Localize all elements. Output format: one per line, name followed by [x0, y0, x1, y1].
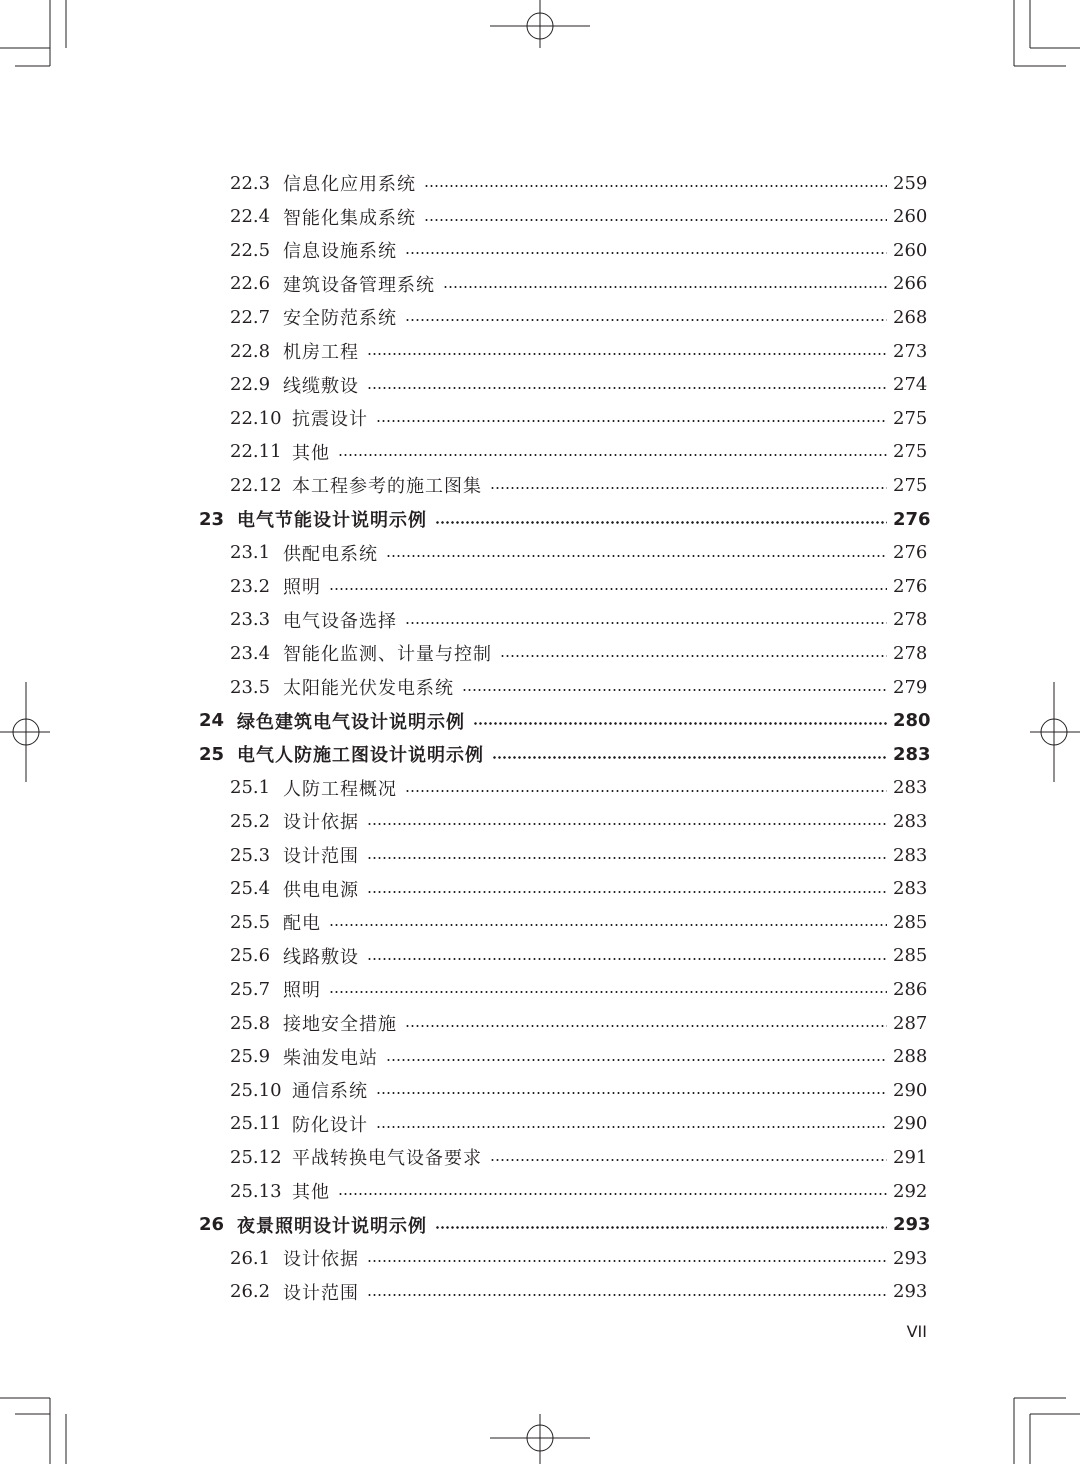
toc-entry-title: 人防工程概况	[283, 778, 397, 800]
toc-entry-page: 278	[893, 609, 928, 631]
dot-leader	[329, 588, 887, 590]
toc-entry[interactable]	[230, 1006, 927, 1040]
toc-entry-number: 25.6	[230, 945, 271, 967]
toc-entry-number: 23.1	[230, 542, 271, 564]
toc-entry-number: 22.8	[230, 340, 271, 362]
toc-entry[interactable]	[230, 972, 927, 1006]
toc-entry-title: 线缆敷设	[283, 375, 359, 397]
toc-entry-number: 22.4	[230, 206, 271, 228]
toc-entry-title: 供配电系统	[283, 543, 378, 565]
toc-entry-number: 26.1	[230, 1247, 271, 1269]
toc-entry-title: 设计依据	[283, 1249, 359, 1271]
toc-entry-page: 279	[893, 676, 928, 698]
toc-entry-number: 25.5	[230, 911, 271, 933]
dot-leader	[376, 1126, 887, 1128]
toc-entry-page: 293	[893, 1214, 931, 1236]
toc-chapter-entry[interactable]	[199, 704, 931, 738]
toc-entry-page: 268	[893, 306, 928, 328]
toc-entry[interactable]	[230, 233, 927, 267]
toc-entry-title: 设计范围	[283, 846, 359, 867]
toc-entry[interactable]	[230, 267, 927, 301]
toc-entry-title: 柴油发电站	[283, 1047, 378, 1069]
dot-leader	[492, 756, 887, 759]
toc-chapter-entry[interactable]	[199, 737, 931, 771]
dot-leader	[473, 722, 887, 725]
toc-entry-title: 设计范围	[283, 1282, 359, 1304]
toc-entry-title: 机房工程	[283, 342, 359, 363]
toc-entry-page: 291	[893, 1146, 928, 1168]
toc-entry-number: 22.6	[230, 273, 271, 295]
toc-entry-page: 283	[893, 743, 931, 765]
toc-entry-title: 电气设备选择	[283, 610, 397, 632]
toc-entry-page: 290	[893, 1113, 928, 1135]
toc-entry-title: 照明	[283, 980, 321, 1002]
toc-entry-title: 安全防范系统	[283, 308, 397, 330]
toc-entry-number: 25	[199, 743, 225, 765]
toc-entry[interactable]	[230, 368, 927, 402]
toc-entry-number: 22.9	[230, 374, 271, 396]
dot-leader	[424, 219, 887, 221]
toc-entry[interactable]	[230, 569, 927, 603]
toc-entry[interactable]	[230, 872, 927, 906]
toc-entry-page: 275	[893, 441, 928, 463]
dot-leader	[386, 1059, 887, 1061]
toc-chapter-entry[interactable]	[199, 502, 931, 536]
toc-entry-number: 25.10	[230, 1079, 282, 1101]
toc-entry[interactable]	[230, 468, 927, 502]
toc-entry-page: 283	[893, 844, 928, 866]
page-folio: VII	[906, 1322, 927, 1341]
dot-leader	[443, 286, 887, 288]
dot-leader	[367, 857, 887, 859]
toc-entry[interactable]	[230, 334, 927, 368]
toc-entry-page: 286	[893, 978, 928, 1000]
toc-entry[interactable]	[230, 771, 927, 805]
toc-entry-title: 防化设计	[292, 1114, 368, 1136]
dot-leader	[367, 891, 887, 893]
toc-entry-number: 23.2	[230, 575, 271, 597]
toc-entry[interactable]	[230, 636, 927, 670]
toc-entry-number: 22.11	[230, 441, 282, 463]
toc-entry-title: 供电电源	[283, 879, 359, 901]
toc-entry-title: 其他	[292, 442, 330, 464]
toc-entry[interactable]	[230, 1040, 927, 1074]
toc-entry-title: 设计依据	[283, 812, 359, 834]
toc-entry[interactable]	[230, 838, 927, 872]
toc-entry-number: 25.9	[230, 1046, 271, 1068]
toc-entry-number: 23	[199, 508, 225, 530]
toc-chapter-entry[interactable]	[199, 1208, 931, 1242]
dot-leader	[405, 790, 887, 792]
toc-entry-title: 平战转换电气设备要求	[292, 1148, 482, 1170]
toc-entry-title: 智能化集成系统	[283, 207, 416, 229]
toc-entry-number: 25.8	[230, 1012, 271, 1034]
toc-entry-title: 配电	[283, 913, 321, 935]
toc-entry-page: 274	[893, 374, 928, 396]
dot-leader	[405, 252, 887, 254]
toc-entry[interactable]	[230, 670, 927, 704]
toc-entry-number: 25.2	[230, 810, 271, 832]
toc-entry[interactable]	[230, 1241, 927, 1275]
toc-entry-page: 276	[893, 542, 928, 564]
toc-entry-page: 276	[893, 575, 928, 597]
dot-leader	[376, 1092, 887, 1094]
toc-entry-page: 293	[893, 1247, 928, 1269]
dot-leader	[367, 958, 887, 960]
toc-entry-number: 23.4	[230, 642, 271, 664]
toc-entry-title: 信息设施系统	[283, 241, 397, 263]
dot-leader	[338, 454, 887, 456]
toc-entry-number: 23.3	[230, 609, 271, 631]
toc-entry-number: 25.1	[230, 777, 271, 799]
toc-entry[interactable]	[230, 300, 927, 334]
toc-entry-page: 292	[893, 1180, 928, 1202]
toc-entry-page: 275	[893, 407, 928, 429]
dot-leader	[367, 353, 887, 355]
toc-entry-page: 276	[893, 508, 931, 530]
toc-entry-page: 288	[893, 1046, 928, 1068]
dot-leader	[367, 823, 887, 825]
toc-entry-number: 22.5	[230, 239, 271, 261]
dot-leader	[405, 622, 887, 624]
toc-entry-title: 线路敷设	[283, 946, 359, 968]
toc-entry-number: 22.10	[230, 407, 282, 429]
dot-leader	[435, 521, 887, 524]
toc-entry[interactable]	[230, 1174, 927, 1208]
toc-entry-number: 22.3	[230, 172, 271, 194]
toc-entry-page: 285	[893, 945, 928, 967]
toc-entry-title: 其他	[292, 1182, 330, 1203]
dot-leader	[329, 924, 887, 926]
toc-entry-number: 25.3	[230, 844, 271, 866]
toc-entry[interactable]	[230, 1073, 927, 1107]
toc-entry-page: 280	[893, 710, 931, 732]
toc-entry-number: 26	[199, 1214, 225, 1236]
dot-leader	[367, 1294, 887, 1296]
toc-entry-page: 275	[893, 474, 928, 496]
toc-entry-title: 电气人防施工图设计说明示例	[237, 745, 484, 767]
toc-entry-number: 24	[199, 710, 225, 732]
toc-entry-page: 266	[893, 273, 928, 295]
dot-leader	[376, 420, 887, 422]
toc-entry-title: 照明	[283, 577, 321, 599]
dot-leader	[405, 319, 887, 321]
toc-entry-page: 259	[893, 172, 928, 194]
toc-entry-number: 22.7	[230, 306, 271, 328]
dot-leader	[386, 555, 887, 557]
toc-entry-page: 278	[893, 642, 928, 664]
toc-entry[interactable]	[230, 1140, 927, 1174]
dot-leader	[490, 1159, 887, 1161]
toc-entry-page: 293	[893, 1281, 928, 1303]
toc-entry-title: 电气节能设计说明示例	[237, 510, 427, 531]
toc-entry[interactable]	[230, 1107, 927, 1141]
toc-entry[interactable]	[230, 603, 927, 637]
toc-entry-number: 25.12	[230, 1146, 282, 1168]
toc-entry[interactable]	[230, 200, 927, 234]
toc-entry-title: 绿色建筑电气设计说明示例	[237, 711, 465, 733]
toc-entry-number: 25.4	[230, 878, 271, 900]
dot-leader	[338, 1193, 887, 1195]
toc-entry-page: 260	[893, 239, 928, 261]
toc-entry[interactable]	[230, 905, 927, 939]
dot-leader	[424, 185, 887, 187]
toc-entry-title: 建筑设备管理系统	[283, 274, 435, 296]
toc-entry-title: 通信系统	[292, 1081, 368, 1103]
dot-leader	[329, 991, 887, 993]
toc-entry[interactable]	[230, 536, 927, 570]
toc-entry-page: 287	[893, 1012, 928, 1034]
toc-entry-title: 夜景照明设计说明示例	[237, 1215, 427, 1237]
toc-entry-page: 285	[893, 911, 928, 933]
toc-entry-number: 23.5	[230, 676, 271, 698]
toc-entry-title: 接地安全措施	[283, 1014, 397, 1035]
dot-leader	[367, 1260, 887, 1262]
toc-entry-title: 信息化应用系统	[283, 174, 416, 195]
toc-entry-page: 283	[893, 878, 928, 900]
toc-entry-number: 25.11	[230, 1113, 282, 1135]
toc-entry-number: 26.2	[230, 1281, 271, 1303]
toc-entry-number: 25.13	[230, 1180, 282, 1202]
toc-entry-title: 太阳能光伏发电系统	[283, 678, 454, 699]
toc-entry-page: 260	[893, 206, 928, 228]
toc-entry-title: 智能化监测、计量与控制	[283, 644, 492, 666]
dot-leader	[462, 689, 887, 691]
toc-entry[interactable]	[230, 166, 927, 200]
toc-entry[interactable]	[230, 804, 927, 838]
dot-leader	[435, 1226, 887, 1229]
toc-entry[interactable]	[230, 435, 927, 469]
dot-leader	[367, 387, 887, 389]
dot-leader	[405, 1025, 887, 1027]
dot-leader	[490, 487, 887, 489]
toc-entry-page: 283	[893, 810, 928, 832]
toc-entry-number: 25.7	[230, 978, 271, 1000]
toc-entry-title: 本工程参考的施工图集	[292, 476, 482, 498]
toc-entry-page: 290	[893, 1079, 928, 1101]
toc-entry-title: 抗震设计	[292, 409, 368, 431]
dot-leader	[500, 655, 887, 657]
toc-entry-page: 283	[893, 777, 928, 799]
toc-entry[interactable]	[230, 401, 927, 435]
toc-entry-number: 22.12	[230, 474, 282, 496]
toc-entry-page: 273	[893, 340, 928, 362]
toc-entry[interactable]	[230, 1275, 927, 1309]
toc-entry[interactable]	[230, 939, 927, 973]
